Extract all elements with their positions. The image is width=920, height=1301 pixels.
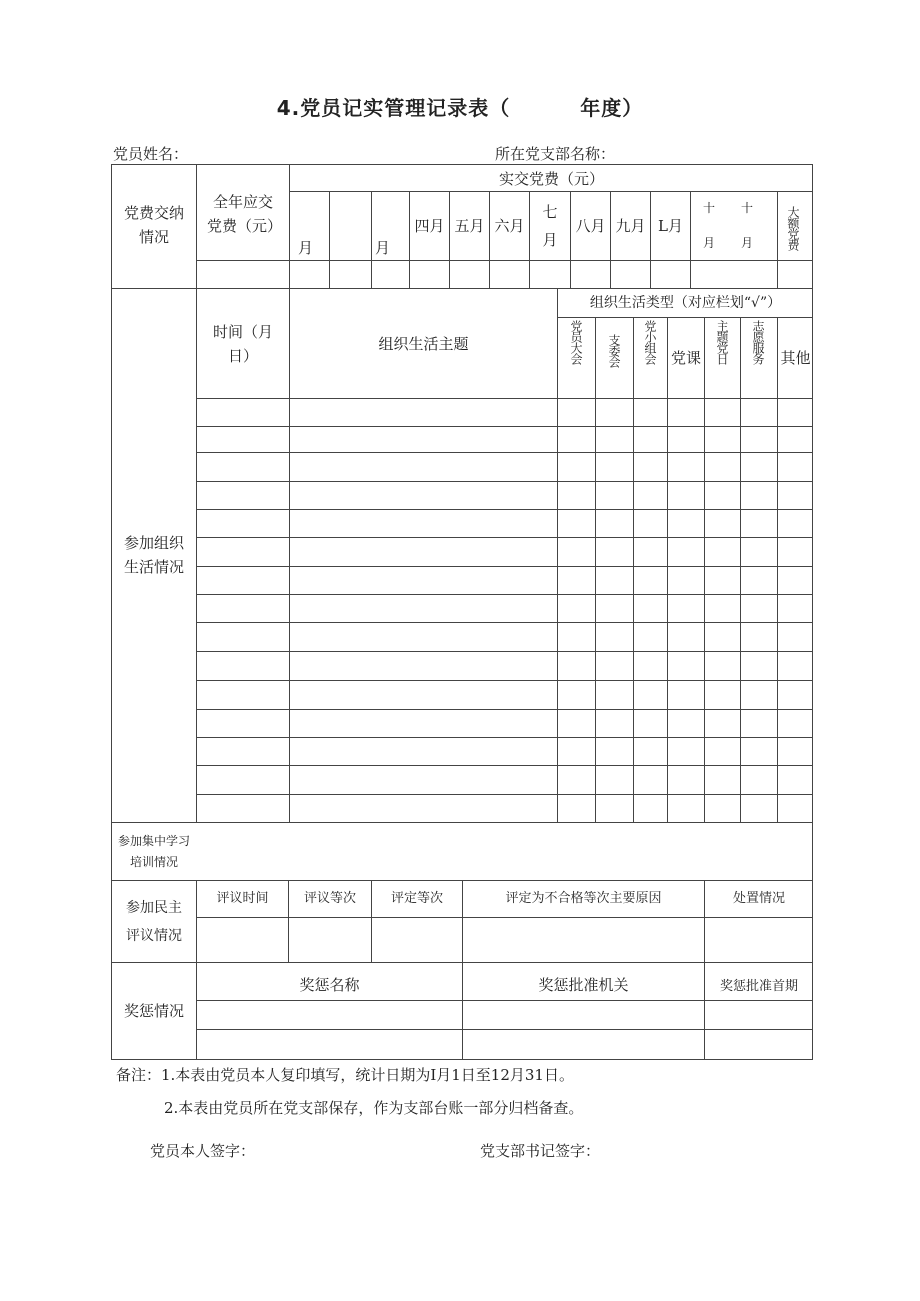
type-volunteer: 志愿服务 [751,320,765,364]
month-4: 四月 [414,217,445,235]
reward-authority-header: 奖惩批准机关 [538,976,629,994]
large-dues-label: 大额党费 [786,206,800,250]
rewards-section-label: 奖惩情况 [123,1002,184,1020]
study-section-label: 参加集中学习培训情况 [117,834,190,869]
note-1: 备注：1.本表由党员本人复印填写，统计日期为I月1日至12月31日。 [116,1066,574,1084]
month-9: 九月 [615,217,646,235]
reward-date-header: 奖惩批准首期 [719,978,798,994]
org-life-theme-label: 组织生活主题 [378,334,469,353]
month-12: 十月 [740,201,753,250]
review-handling-header: 处置情况 [732,890,785,906]
member-name-label: 党员姓名： [113,145,189,163]
reward-name-header: 奖惩名称 [299,976,360,994]
month-7: 七月 [542,202,558,249]
month-8: 八月 [575,217,606,235]
month-11: 十月 [702,201,715,250]
type-party-lecture: 党课 [670,349,701,367]
type-branch-committee: 支委会 [607,334,621,367]
month-10: L月 [658,217,683,235]
type-other: 其他 [780,349,811,367]
branch-name-label: 所在党支部名称： [495,145,616,163]
title-prefix: 4. [276,96,301,120]
review-final-grade-header: 评定等次 [390,890,443,906]
annual-due-label: 全年应交党费（元） [207,193,283,235]
secretary-signature-label: 党支部书记签字： [480,1142,601,1160]
review-reason-header: 评定为不合格等次主要原因 [505,890,662,906]
org-life-time-label: 时间（月日） [212,322,273,365]
review-section-label: 参加民主评议情况 [126,899,182,944]
member-signature-label: 党员本人签字： [150,1142,256,1160]
type-party-group: 党小组会 [643,320,657,364]
org-life-section-label: 参加组织生活情况 [123,534,184,576]
month-5: 五月 [454,217,485,235]
month-1: 月 [298,239,314,257]
dues-section-label: 党费交纳情况 [123,204,184,246]
review-grade-header: 评议等次 [303,890,356,906]
type-party-congress: 党员大会 [569,320,583,364]
month-6: 六月 [494,217,525,235]
type-theme-day: 主题党日 [715,320,729,364]
title-suffix: 年度） [580,96,644,120]
review-time-header: 评议时间 [216,890,269,906]
month-2 [330,236,371,260]
title-main: 党员记实管理记录表（ [300,96,511,120]
actual-paid-label: 实交党费（元） [498,169,604,188]
org-life-type-label: 组织生活类型（对应栏划“√”） [589,294,782,311]
note-2: 2.本表由党员所在党支部保存，作为支部台账一部分归档备查。 [164,1099,584,1117]
month-3: 月 [375,239,391,257]
